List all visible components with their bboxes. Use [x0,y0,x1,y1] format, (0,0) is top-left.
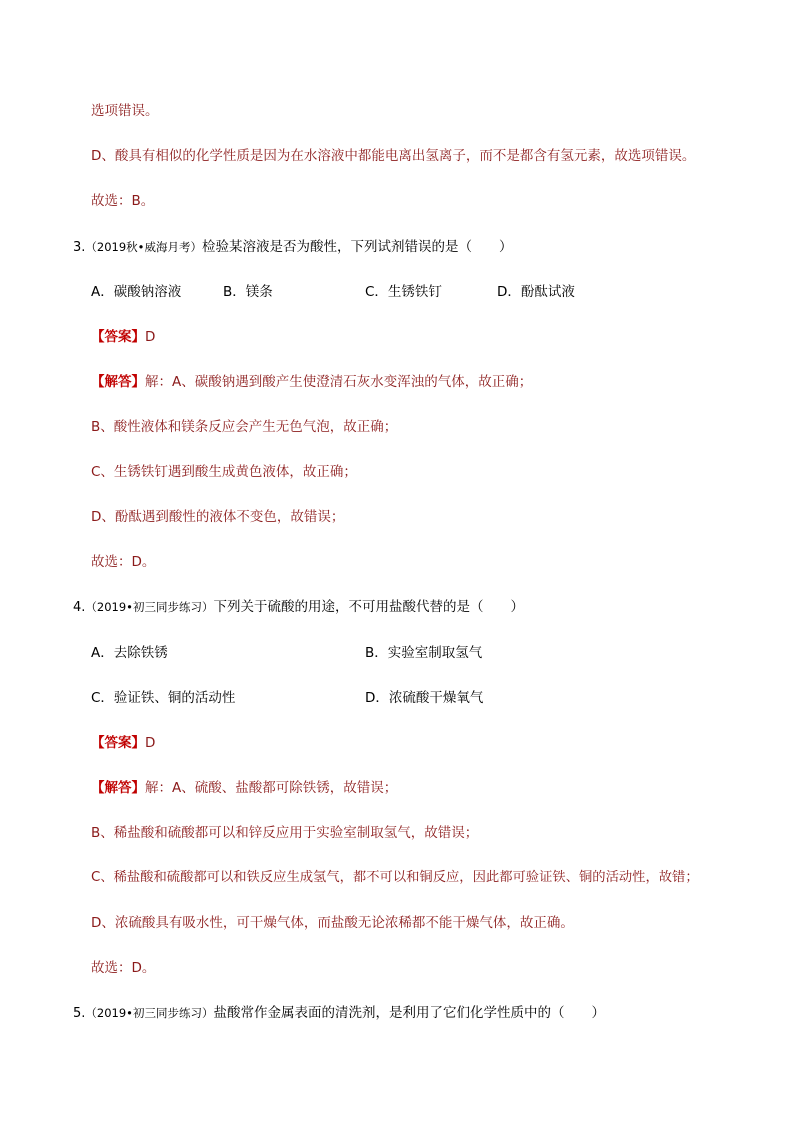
conclusion-line: 故选：D。 [91,554,156,570]
option-c: C．生锈铁钉 [365,284,442,300]
question-5 [73,1003,605,1024]
answer-tag: 【答案】 [91,329,145,345]
question-number: 3. [73,240,86,255]
question-source: （2019•初三同步练习） [85,600,214,614]
option-a: A．碳酸钠溶液 [91,284,182,300]
analysis-tag: 【解答】 [91,780,145,796]
option-b: B．实验室制取氢气 [365,645,483,661]
analysis-line: D、酚酞遇到酸性的液体不变色，故错误； [91,509,345,525]
question-stem: 盐酸常作金属表面的清洗剂，是利用了它们化学性质中的（ ） [213,1005,605,1021]
analysis-line: B、稀盐酸和硫酸都可以和锌反应用于实验室制取氢气，故错误； [91,825,479,841]
question-number: 4. [73,600,86,615]
question-3 [73,237,512,258]
question-source: （2019秋•威海月考） [85,240,202,254]
answer-line [91,733,155,753]
analysis-line: C、稀盐酸和硫酸都可以和铁反应生成氢气，都不可以和铜反应，因此都可验证铁、铜的活动性，故错； [91,870,699,885]
analysis-tag: 【解答】 [91,374,145,390]
analysis-line: D、浓硫酸具有吸水性，可干燥气体，而盐酸无论浓稀都不能干燥气体，故正确。 [91,915,574,931]
answer-value: D [145,735,156,751]
analysis-line: C、生锈铁钉遇到酸生成黄色液体，故正确； [91,464,357,480]
conclusion-line: 故选：D。 [91,960,156,976]
question-4 [73,597,524,618]
option-c: C．验证铁、铜的活动性 [91,690,236,706]
question-source: （2019•初三同步练习） [85,1006,214,1020]
options-row [91,282,691,302]
options-row [91,643,691,663]
text-line: D、酸具有相似的化学性质是因为在水溶液中都能电离出氢离子，而不是都含有氢元素，故选项错误。 [91,148,696,164]
question-stem: 下列关于硫酸的用途，不可用盐酸代替的是（ ） [213,599,524,615]
answer-tag: 【答案】 [91,735,145,751]
answer-line [91,327,155,347]
option-d: D．酚酞试液 [497,284,575,300]
analysis-line: B、酸性液体和镁条反应会产生无色气泡，故正确； [91,419,398,435]
option-a: A．去除铁锈 [91,645,168,661]
answer-value: D [145,329,156,345]
question-number: 5. [73,1006,86,1021]
text-line: 故选：B。 [91,193,155,209]
text-line: 选项错误。 [91,103,159,119]
option-b: B．镁条 [223,284,273,300]
analysis-line [91,778,397,798]
analysis-line [91,372,532,392]
analysis-text: 解：A、碳酸钠遇到酸产生使澄清石灰水变浑浊的气体，故正确； [145,374,533,390]
analysis-text: 解：A、硫酸、盐酸都可除铁锈，故错误； [145,780,398,796]
question-stem: 检验某溶液是否为酸性，下列试剂错误的是（ ） [201,239,513,255]
options-row [91,688,691,708]
option-d: D．浓硫酸干燥氧气 [365,690,484,706]
